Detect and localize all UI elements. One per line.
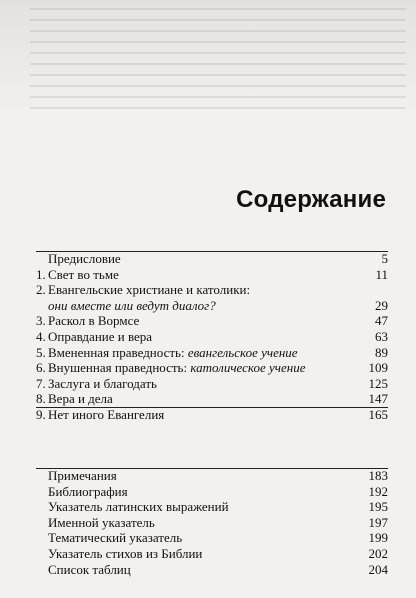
toc-entry-label [48,484,358,500]
toc-entry-title: Список таблиц [48,561,131,577]
toc-entry-page: 147 [368,391,388,407]
toc-entry [36,546,388,562]
toc-entry-number: 5. [36,344,46,360]
toc-entry-title: Библиография [48,483,128,499]
toc-entry-title: Заслуга и благодать [48,375,157,391]
toc-entry-page: 197 [368,514,388,530]
toc-entry-page: 183 [368,468,388,483]
toc-entry-title: Свет во тьме [48,266,119,282]
toc-entry [36,530,388,546]
toc-entry-page: 125 [368,375,388,391]
toc-entry-page: 192 [368,483,388,499]
toc-entry-page: 11 [375,266,388,282]
toc-entry-subtitle: католическое учение [190,360,306,376]
toc-entry-label [48,562,358,578]
toc-entry-title: Указатель латинских выражений [48,499,229,515]
toc-entry-number: 8. [36,391,46,407]
toc-entry-title: Вера и дела [48,391,113,407]
toc-entry-page: 199 [368,530,388,546]
toc-entry-label [48,251,358,267]
toc-entry-title: Оправдание и вера [48,328,153,344]
toc-entry-page: 29 [375,297,388,313]
toc-entry-label [48,313,358,329]
toc-entry-title: Раскол в Вормсе [48,313,140,329]
toc-entry-page: 165 [368,406,388,422]
toc-entry-number: 7. [36,375,46,391]
toc-entry-number: 6. [36,360,46,376]
toc-entry-label [48,360,358,376]
toc-entry-title: Вмененная праведность: [48,344,188,360]
toc-entry [36,484,388,500]
toc-entry [36,329,388,345]
toc-entry [36,562,388,578]
toc-entry [36,345,388,361]
toc-entry [36,360,388,376]
toc-entry-page: 47 [375,313,388,329]
toc-entry-page: 5 [381,251,388,266]
toc-entry-title: Предисловие [48,251,121,266]
toc-entry-label [48,391,358,407]
toc-entry [36,391,388,407]
toc-entry-label [48,376,358,392]
toc-entry-label [48,407,358,423]
toc-entry-page: 89 [375,344,388,360]
toc-entry-page: 63 [375,328,388,344]
toc-entry-subtitle: евангельское учение [187,344,298,360]
toc-entry [36,298,388,314]
toc-entry-label [48,345,358,361]
toc-entry-number: 4. [36,328,46,344]
toc-entry [36,407,388,423]
toc-back-matter-list [36,468,388,577]
toc-entry-label [48,546,358,562]
bleed-through-text [0,0,416,120]
toc-entry-label [48,282,358,298]
toc-entry-page: 195 [368,499,388,515]
toc-entry [36,515,388,531]
toc-entry-title: Примечания [48,468,117,483]
toc-entry [36,376,388,392]
toc-entry-number: 2. [36,282,46,298]
toc-entry-label [48,267,358,283]
toc-entry-label [48,468,358,484]
toc-entry-page: 204 [368,561,388,577]
toc-entry [36,251,388,267]
toc-entry-label [48,298,358,314]
toc-entry-page: 202 [368,545,388,561]
toc-entry-page: 109 [368,360,388,376]
toc-entry-label [48,329,358,345]
toc-entry [36,267,388,283]
toc-entry-title: Указатель стихов из Библии [48,545,203,561]
page-title: Содержание [236,186,386,213]
toc-entry [36,468,388,484]
toc-main-list [36,251,388,423]
toc-entry-title: Нет иного Евангелия [48,406,165,422]
toc-entry-subtitle: они вместе или ведут диалог? [48,297,216,313]
toc-entry-number: 1. [36,266,46,282]
toc-entry [36,499,388,515]
toc-entry-number: 9. [36,406,46,422]
toc-entry-title: Тематический указатель [48,530,183,546]
toc-entry [36,313,388,329]
toc-entry-label [48,530,358,546]
toc-entry [36,282,388,298]
toc-entry-title: Именной указатель [48,514,155,530]
toc-entry-label [48,499,358,515]
toc-entry-title: Внушенная праведность: [48,360,191,376]
toc-entry-number: 3. [36,313,46,329]
toc-entry-title: Евангельские христиане и католики: [48,282,251,298]
toc-entry-label [48,515,358,531]
